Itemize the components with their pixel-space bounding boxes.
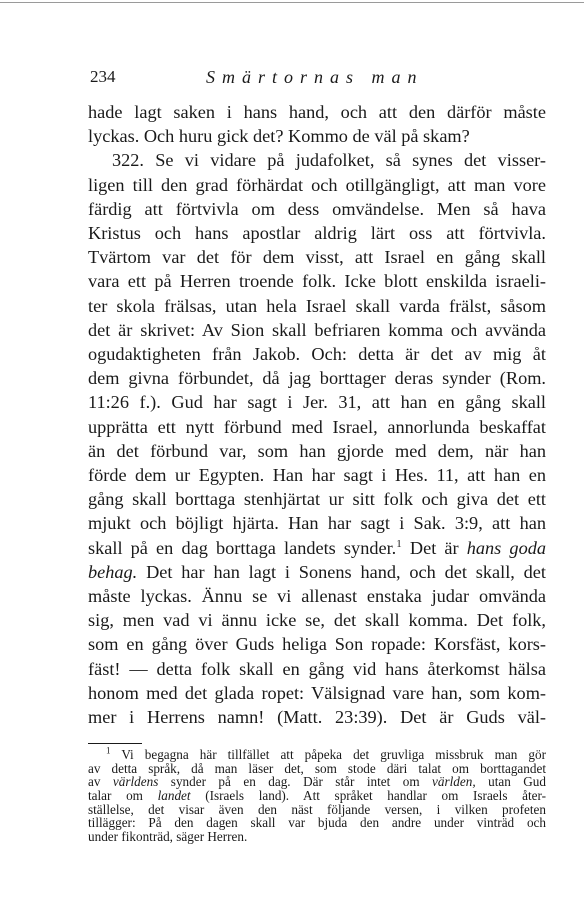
text-run: mer i Herrens namn! (Matt. 23:39). Det är Guds väl- xyxy=(88,707,546,728)
body-line xyxy=(88,608,546,632)
text-run: synder på en dag. Där står intet om xyxy=(158,774,433,790)
body-line xyxy=(88,221,546,245)
text-run: Det är xyxy=(401,537,467,558)
body-line xyxy=(88,681,546,705)
body-text xyxy=(88,100,546,729)
text-run: (Israels land). Att språket handlar om Israels åter- xyxy=(190,788,546,804)
body-line xyxy=(88,100,546,124)
body-line xyxy=(88,390,546,414)
body-line xyxy=(88,415,546,439)
page-number: 234 xyxy=(90,67,116,86)
body-line xyxy=(88,342,546,366)
italic-text: landet xyxy=(157,788,191,804)
body-line xyxy=(88,124,546,148)
text-run: dem givna förbundet, då jag borttager deras synder (Rom. xyxy=(88,368,546,389)
text-run: av xyxy=(88,774,113,790)
text-run: Det har han lagt i Sonens hand, och det skall, det xyxy=(137,561,546,582)
footnote-line xyxy=(88,816,546,830)
text-run: ställelse, det visar även den näst följande versen, i vilken profeten xyxy=(88,801,546,817)
body-line xyxy=(88,197,546,221)
footnotes xyxy=(88,745,546,844)
running-head xyxy=(88,64,546,90)
text-run: det är skrivet: Av Sion skall befriaren komma och avvända xyxy=(88,319,546,340)
body-line xyxy=(88,511,546,535)
text-run: än det förbund var, som han gjorde med dem, när han xyxy=(88,440,546,461)
footnote-reference: 1 xyxy=(396,537,402,550)
body-line xyxy=(88,705,546,729)
top-border-line xyxy=(0,2,584,3)
italic-text: hans goda xyxy=(466,537,546,558)
text-run: 322. Se vi vidare på judafolket, så synes det visser- xyxy=(112,150,546,171)
text-run: lyckas. Och huru gick det? Kommo de väl på skam? xyxy=(88,126,470,147)
footnote-line xyxy=(88,762,546,776)
body-line xyxy=(88,632,546,656)
footnote-line xyxy=(88,745,546,763)
body-line xyxy=(88,487,546,511)
text-run: som en gång över Guds heliga Son ropade: Korsfäst, kors- xyxy=(88,634,546,655)
body-line xyxy=(88,173,546,197)
text-run: av detta språk, då man läser det, som stode däri talat om borttagandet xyxy=(88,760,546,776)
text-run: hade lagt saken i hans hand, och att den därför måste xyxy=(88,102,546,122)
text-run: 11:26 f.). Gud har sagt i Jer. 31, att han en gång skall xyxy=(88,392,546,413)
text-run: färdig att förtvivla om dess omvändelse. Men så hava xyxy=(88,198,546,219)
text-run: Tvärtom var det för dem visst, att Israel en gång skall xyxy=(88,247,546,268)
text-run: sig, men vad vi ännu icke se, det skall komma. Det folk, xyxy=(88,610,546,631)
body-line xyxy=(88,318,546,342)
text-run: vara ett på Herren troende folk. Icke blott enskilda israeli- xyxy=(88,271,546,292)
italic-text: behag. xyxy=(88,561,138,582)
footnote-line xyxy=(88,830,546,844)
text-run: ogudaktigheten från Jakob. Och: detta är det av mig åt xyxy=(88,344,546,365)
footnote-line xyxy=(88,775,546,789)
body-line xyxy=(88,366,546,390)
footnote-number: 1 xyxy=(106,745,111,756)
body-line xyxy=(88,657,546,681)
text-run: måste lyckas. Ännu se vi allenast enstaka judar omvända xyxy=(88,586,546,607)
text-run: talar om xyxy=(88,788,158,804)
body-line xyxy=(88,294,546,318)
body-line xyxy=(88,584,546,608)
body-line xyxy=(88,439,546,463)
text-run: skall på en dag borttaga landets synder. xyxy=(88,537,397,558)
text-run: honom med det glada ropet: Välsignad vare han, som kom- xyxy=(88,682,546,703)
text-run: gång skall borttaga stenhjärtat ur sitt folk och giva det ett xyxy=(88,489,546,510)
italic-text: världens xyxy=(112,774,159,790)
text-run: upprätta ett nytt förbund med Israel, annorlunda beskaffat xyxy=(88,416,546,437)
text-run: fäst! — detta folk skall en gång vid hans återkomst hälsa xyxy=(88,658,546,679)
text-run: förde dem ur Egypten. Han har sagt i Hes. 11, att han en xyxy=(88,465,546,486)
body-line xyxy=(88,148,546,172)
text-run: Kristus och hans apostlar aldrig lärt oss att förtvivla. xyxy=(88,223,546,244)
body-line xyxy=(88,269,546,293)
text-run: tillägger: På den dagen skall var bjuda den andre under vinträd och xyxy=(88,815,546,831)
body-line xyxy=(88,463,546,487)
text-run: utan Gud xyxy=(475,774,546,790)
text-run: under fikonträd, säger Herren. xyxy=(88,828,248,844)
text-run: ligen till den grad förhärdat och otillgängligt, att man vore xyxy=(88,174,546,195)
body-line xyxy=(88,536,546,560)
running-title: Smärtornas man xyxy=(206,67,424,87)
footnote-line xyxy=(88,789,546,803)
text-run: mjukt och böjligt hjärta. Han har sagt i Sak. 3:9, att han xyxy=(88,513,546,534)
text-run: Vi begagna här tillfället att påpeka det gruvliga missbruk man gör xyxy=(110,747,546,763)
footnote-line xyxy=(88,803,546,817)
text-run: ter skola frälsas, utan hela Israel skall varda frälst, såsom xyxy=(88,295,546,316)
body-line xyxy=(88,245,546,269)
italic-text: världen, xyxy=(432,774,476,790)
book-page xyxy=(88,64,546,843)
body-line xyxy=(88,560,546,584)
footnote-rule xyxy=(88,743,142,744)
